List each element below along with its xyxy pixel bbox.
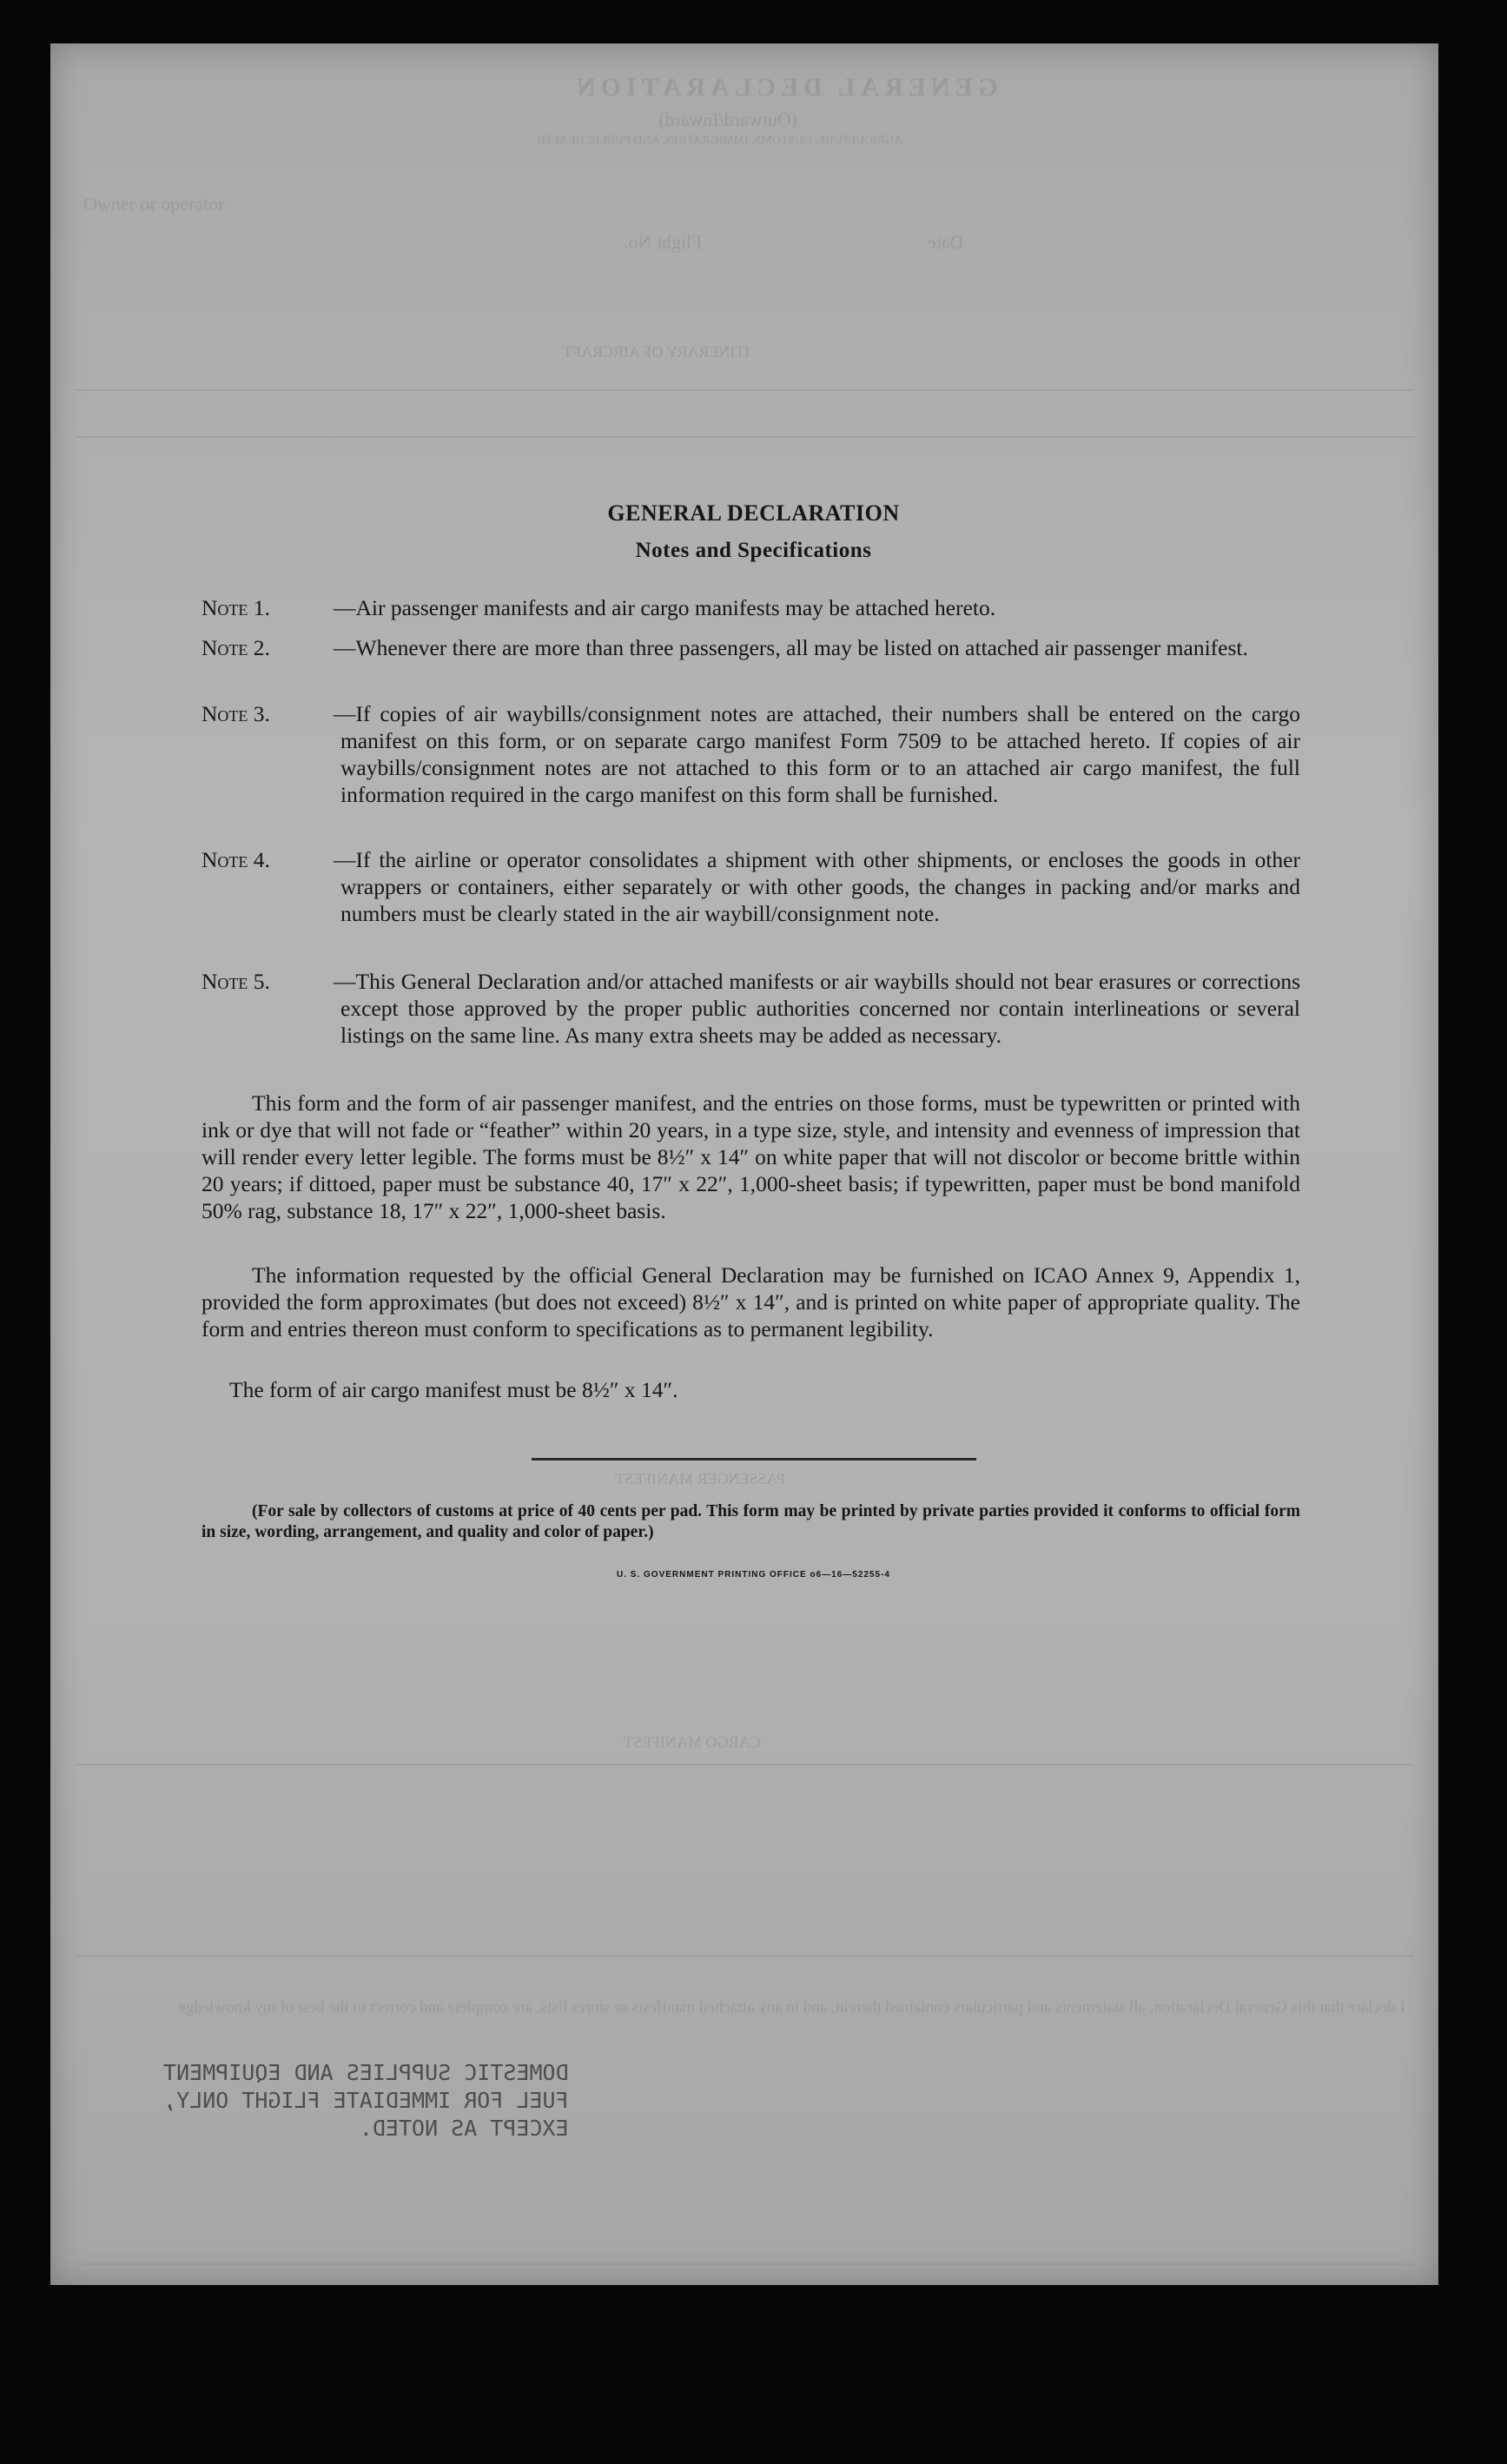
- bleed-through-sub1: (Outward/Inward): [658, 109, 798, 130]
- note-label: Note 4.: [202, 847, 270, 872]
- bleed-line: [76, 436, 1414, 438]
- sale-notice: (For sale by collectors of customs at price of 40 cents per pad. This form may be printed by private parties provided it conforms to official form in size, wording, arrangement, and quality and color of paper.): [202, 1502, 1300, 1541]
- bleed-line: [76, 1955, 1414, 1957]
- note-text: —Air passenger manifests and air cargo manifests may be attached hereto.: [334, 595, 996, 620]
- document-subtitle: Notes and Specifications: [635, 539, 872, 562]
- divider-rule: [532, 1458, 976, 1461]
- note-5: [202, 968, 1300, 1049]
- note-3: [202, 700, 1300, 808]
- paragraph-icao-annex: The information requested by the official General Declaration may be furnished on ICAO Annex 9, Appendix 1, provided the form approximates (but does not exceed) 8½″ x 14″, and is printed on white paper of appropriate quality. The form and entries thereon must conform to specifications as to permanent legibility.: [202, 1262, 1300, 1341]
- bleed-through-date: Date: [928, 231, 964, 253]
- mirrored-stamp: DOMESTIC SUPPLIES AND EQUIPMENT FUEL FOR IMMEDIATE FLIGHT ONLY, EXCEPT AS NOTED.: [163, 2060, 569, 2141]
- note-4: [202, 846, 1300, 927]
- note-label: Note 3.: [202, 701, 270, 726]
- bleed-through-declaration: I declare that this General Declaration, all statements and particulars contained therein, and in any attached manifests or stores lists, are complete and correct to the best of my knowledge: [178, 1998, 1405, 2017]
- bleed-through-passenger: PASSENGER MANIFEST: [615, 1470, 785, 1487]
- bleed-line: [76, 2263, 1414, 2265]
- bleed-line: [76, 1764, 1414, 1765]
- bleed-through-flight: Flight No.: [624, 231, 703, 253]
- bleed-through-cargo: CARGO MANIFEST: [624, 1733, 761, 1751]
- note-text: —If the airline or operator consolidates a shipment with other shipments, or encloses the goods in other wrappers or containers, either separately or with other goods, the changes in packing and/or marks and numbers must be clearly stated in the air waybill/consignment note.: [334, 847, 1300, 926]
- document-title: GENERAL DECLARATION: [607, 500, 900, 526]
- bleed-line: [76, 389, 1414, 391]
- note-label: Note 2.: [202, 635, 270, 660]
- bleed-through-sub2: AGRICULTURE, CUSTOMS, IMMIGRATION, AND PUBLIC HEALTH: [537, 134, 903, 147]
- bleed-through-itinerary: ITINERARY OF AIRCRAFT: [563, 343, 750, 361]
- bleed-through-header: GENERAL DECLARATION: [572, 73, 999, 102]
- note-1: [202, 594, 1300, 621]
- note-label: Note 1.: [202, 595, 270, 620]
- note-2: [202, 634, 1300, 661]
- bleed-through-owner: Owner or operator: [83, 193, 225, 215]
- note-text: —This General Declaration and/or attached manifests or air waybills should not bear erasures or corrections except those approved by the proper public authorities concerned nor contain interlineations or several listings on the same line. As many extra sheets may be added as necessary.: [334, 969, 1300, 1048]
- note-text: —Whenever there are more than three passengers, all may be listed on attached air passenger manifest.: [334, 635, 1248, 660]
- note-label: Note 5.: [202, 969, 270, 994]
- paragraph-form-requirements: This form and the form of air passenger manifest, and the entries on those forms, must be typewritten or printed with ink or dye that will not fade or “feather” within 20 years, in a type size, style, and intensity and evenness of impression that will render every letter legible. The forms must be 8½″ x 14″ on white paper that will not discolor or become brittle within 20 years; if dittoed, paper must be substance 40, 17″ x 22″, 1,000-sheet basis; if typewritten, paper must be bond manifold 50% rag, substance 18, 17″ x 22″, 1,000-sheet basis.: [202, 1090, 1300, 1223]
- printing-office-line: U. S. GOVERNMENT PRINTING OFFICE o6—16—52255-4: [617, 1570, 890, 1580]
- paragraph-cargo-manifest-size: The form of air cargo manifest must be 8½″ x 14″.: [229, 1377, 678, 1402]
- note-text: —If copies of air waybills/consignment notes are attached, their numbers shall be entered on the cargo manifest on this form, or on separate cargo manifest Form 7509 to be attached hereto. If copies of air waybills/consignment notes are not attached to this form or to an attached air cargo manifest, the full information required in the cargo manifest on this form shall be furnished.: [334, 701, 1300, 807]
